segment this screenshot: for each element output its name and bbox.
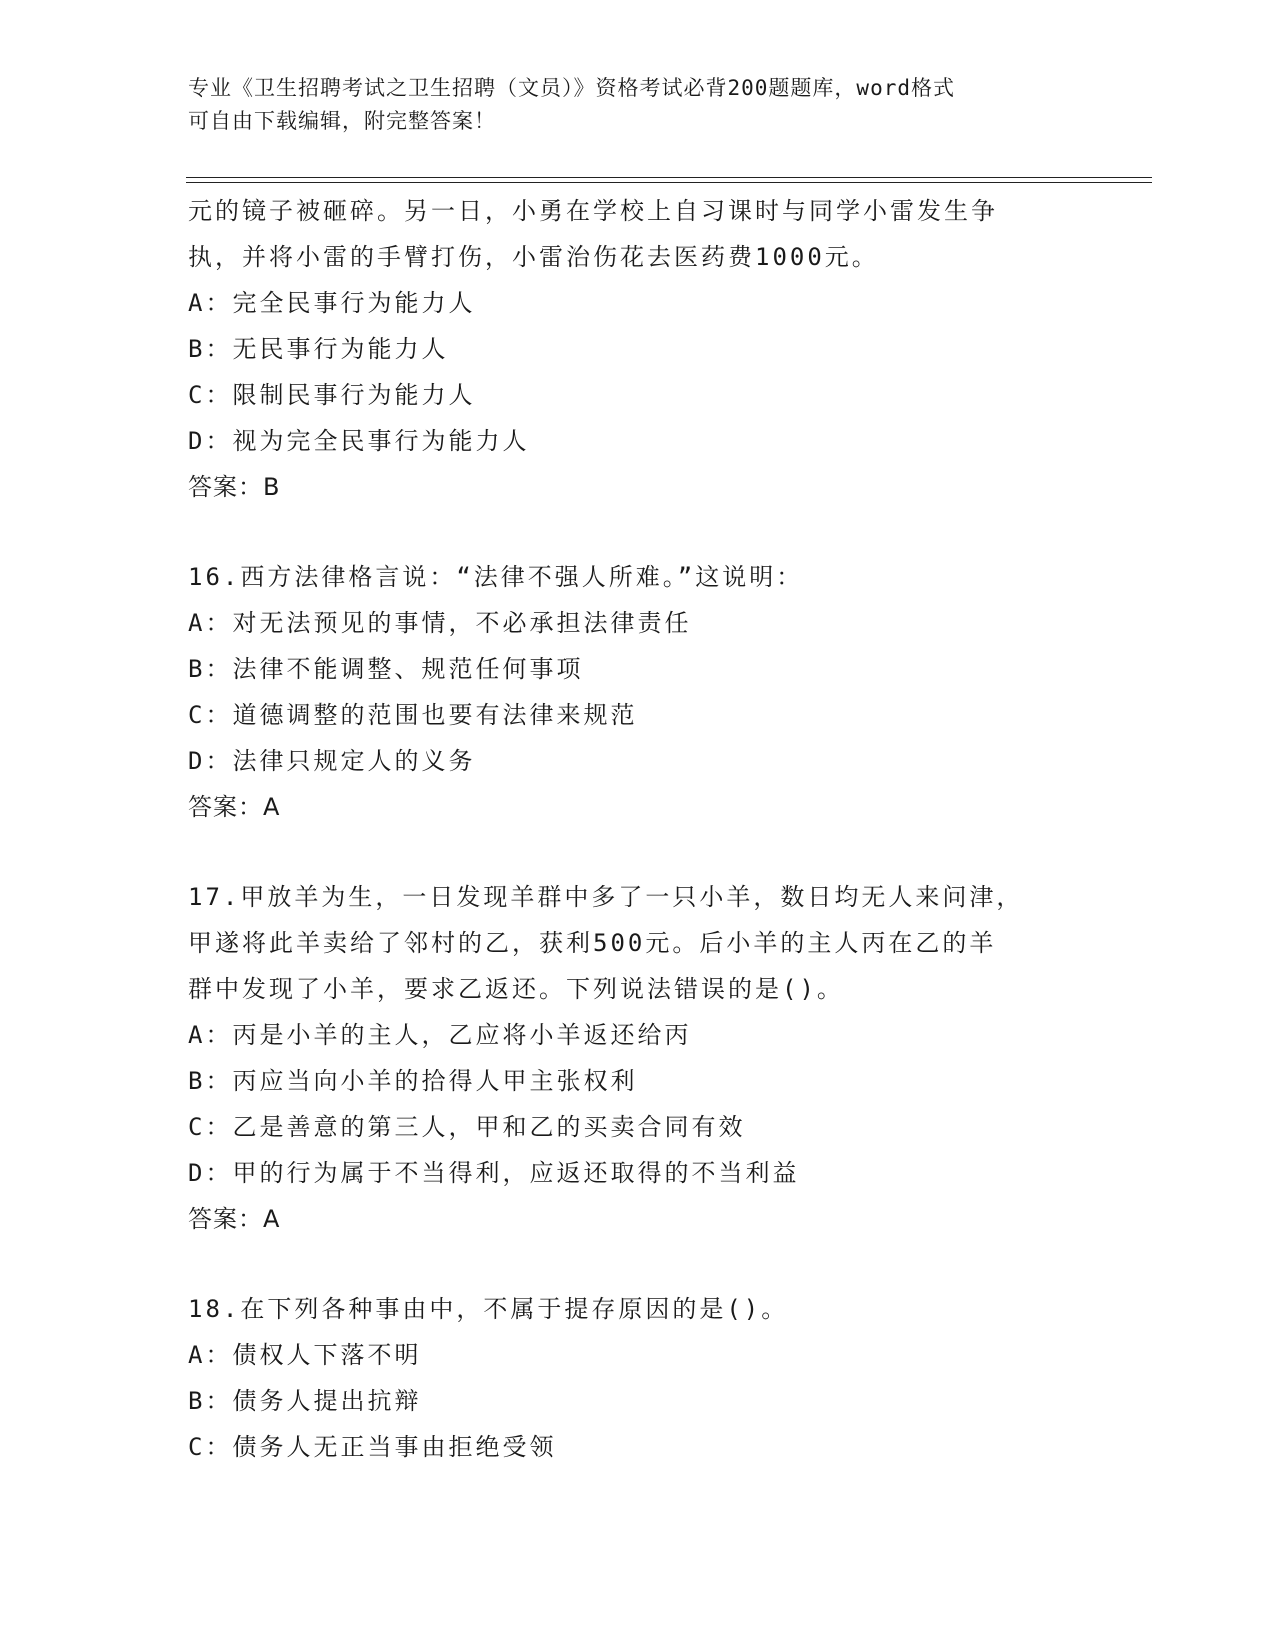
question-text-line: 执，并将小雷的手臂打伤，小雷治伤花去医药费1000元。 bbox=[188, 243, 879, 271]
question-16 bbox=[188, 554, 1088, 830]
spacer bbox=[188, 830, 1088, 874]
question-17 bbox=[188, 874, 1088, 1242]
document-body bbox=[188, 188, 1088, 1470]
option-a: A：丙是小羊的主人，乙应将小羊返还给丙 bbox=[188, 1021, 692, 1049]
question-text-line: 元的镜子被砸碎。另一日，小勇在学校上自习课时与同学小雷发生争 bbox=[188, 197, 998, 225]
question-continued bbox=[188, 188, 1088, 510]
option-b: B：无民事行为能力人 bbox=[188, 335, 449, 363]
option-c: C：道德调整的范围也要有法律来规范 bbox=[188, 701, 638, 729]
header-divider-bottom bbox=[186, 182, 1152, 183]
question-text-line: 18.在下列各种事由中，不属于提存原因的是()。 bbox=[188, 1295, 789, 1323]
option-a: A：对无法预见的事情，不必承担法律责任 bbox=[188, 609, 692, 637]
answer-line: 答案：B bbox=[188, 473, 281, 501]
option-a: A：完全民事行为能力人 bbox=[188, 289, 476, 317]
option-c: C：乙是善意的第三人，甲和乙的买卖合同有效 bbox=[188, 1113, 746, 1141]
document-header bbox=[188, 72, 1088, 138]
option-c: C：债务人无正当事由拒绝受领 bbox=[188, 1433, 557, 1461]
question-text-line: 甲遂将此羊卖给了邻村的乙，获利500元。后小羊的主人丙在乙的羊 bbox=[188, 929, 997, 957]
answer-line: 答案：A bbox=[188, 793, 281, 821]
header-divider-top bbox=[186, 177, 1152, 178]
question-text-line: 17.甲放羊为生，一日发现羊群中多了一只小羊，数日均无人来问津， bbox=[188, 883, 1024, 911]
option-d: D：甲的行为属于不当得利，应返还取得的不当利益 bbox=[188, 1159, 800, 1187]
option-a: A：债权人下落不明 bbox=[188, 1341, 422, 1369]
header-line-1: 专业《卫生招聘考试之卫生招聘（文员）》资格考试必背200题题库，word格式 bbox=[188, 76, 955, 100]
question-18 bbox=[188, 1286, 1088, 1470]
spacer bbox=[188, 510, 1088, 554]
option-d: D：法律只规定人的义务 bbox=[188, 747, 476, 775]
option-b: B：丙应当向小羊的拾得人甲主张权利 bbox=[188, 1067, 638, 1095]
option-c: C：限制民事行为能力人 bbox=[188, 381, 476, 409]
option-b: B：债务人提出抗辩 bbox=[188, 1387, 422, 1415]
spacer bbox=[188, 1242, 1088, 1286]
answer-line: 答案：A bbox=[188, 1205, 281, 1233]
header-line-2: 可自由下载编辑，附完整答案！ bbox=[188, 109, 496, 133]
option-b: B：法律不能调整、规范任何事项 bbox=[188, 655, 584, 683]
option-d: D：视为完全民事行为能力人 bbox=[188, 427, 530, 455]
question-text-line: 16.西方法律格言说：“法律不强人所难。”这说明： bbox=[188, 563, 804, 591]
question-text-line: 群中发现了小羊，要求乙返还。下列说法错误的是()。 bbox=[188, 975, 844, 1003]
